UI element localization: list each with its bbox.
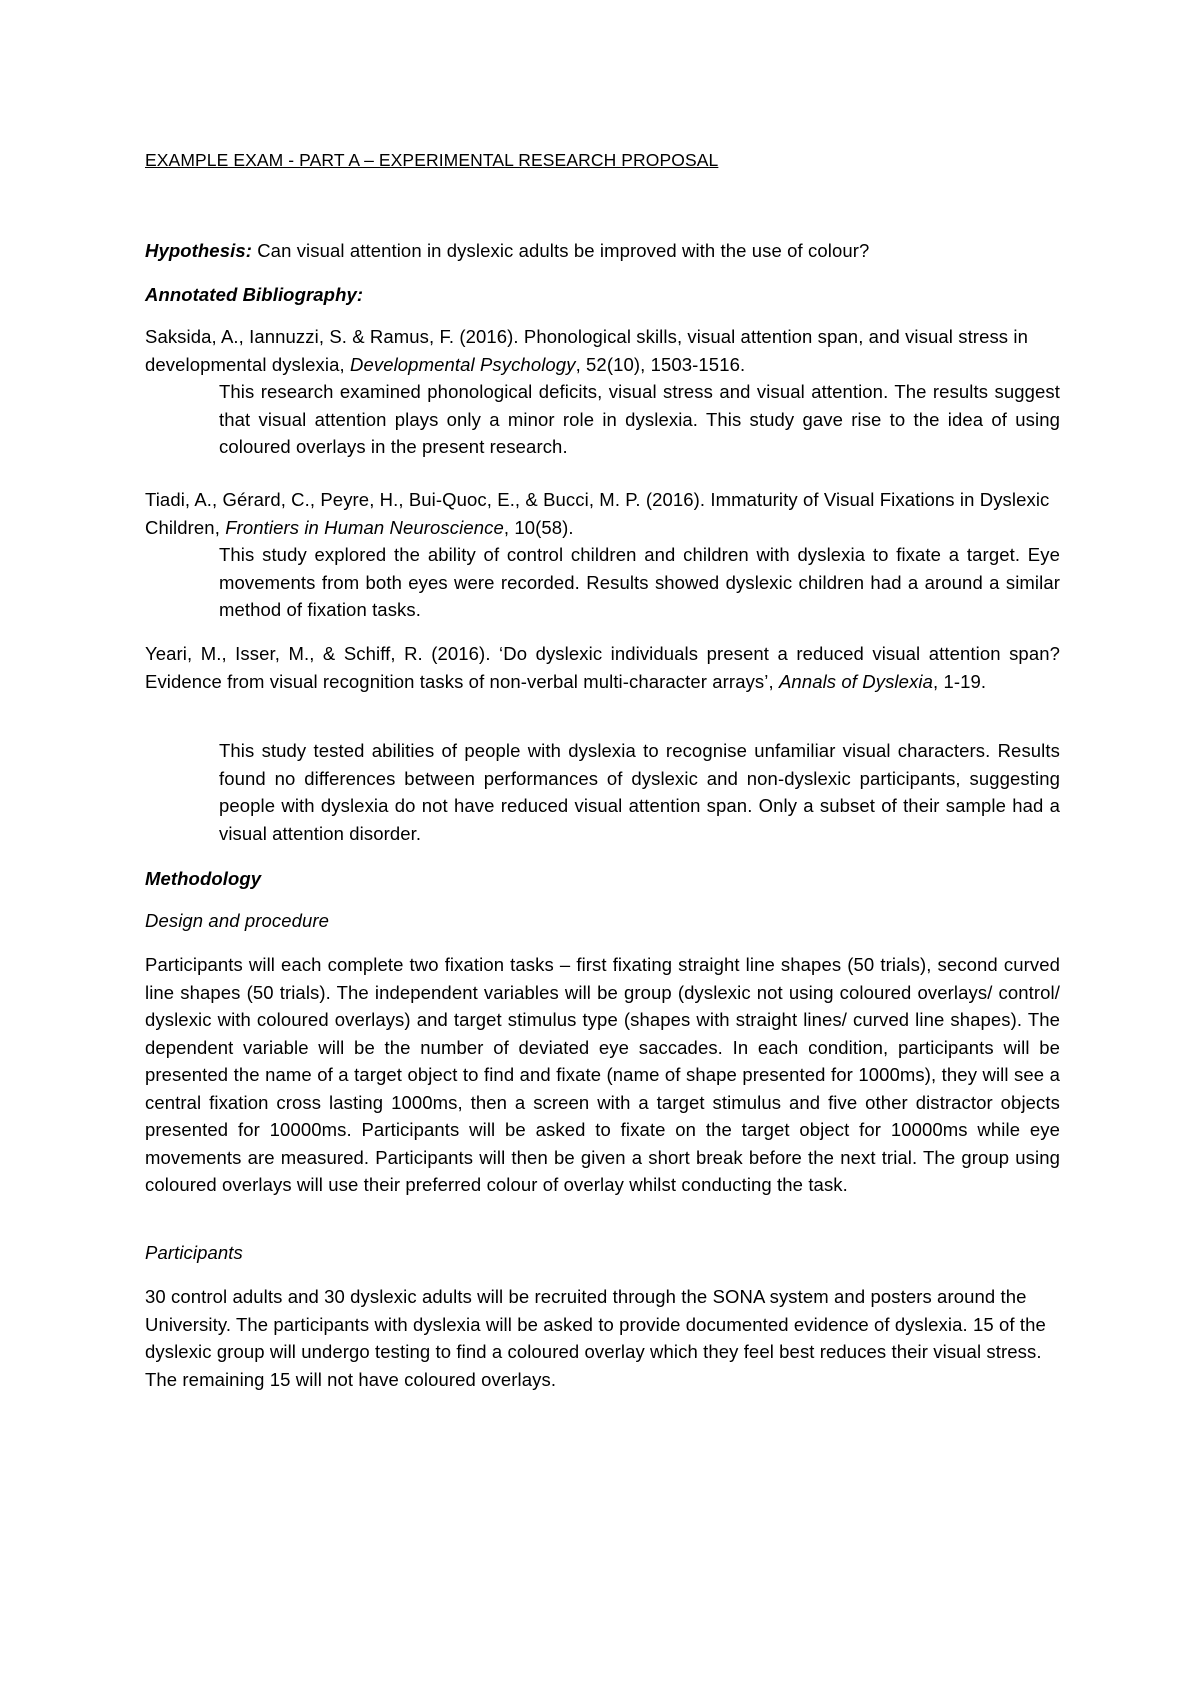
citation-authors-title: Tiadi, A., Gérard, C., Peyre, H., Bui-Quoc, E., & Bucci, M. P. (2016). Immaturity of Visual Fixations in Dyslexic Children, <box>145 489 1050 538</box>
citation-authors-title: Saksida, A., Iannuzzi, S. & Ramus, F. (2016). Phonological skills, visual attention span, and visual stress in developmental dyslexia, <box>145 326 1028 375</box>
citation-source: Frontiers in Human Neuroscience <box>225 516 504 538</box>
hypothesis-line <box>145 237 1060 265</box>
reference-annotation: This study explored the ability of control children and children with dyslexia to fixate a target. Eye movements from both eyes were recorded. Results showed dyslexic children had a around a similar method of fixation tasks. <box>219 544 1060 620</box>
citation-volume-pages: , 52(10), 1503-1516. <box>575 353 746 375</box>
citation-volume-pages: , 10(58). <box>503 516 574 538</box>
citation-authors-title: Yeari, M., Isser, M., & Schiff, R. (2016). ‘Do dyslexic individuals present a reduced visual attention span? Evidence from visual recognition tasks of non-verbal multi-character arrays’, <box>145 643 1060 692</box>
page-title: EXAMPLE EXAM - PART A – EXPERIMENTAL RESEARCH PROPOSAL <box>145 150 719 170</box>
methodology-heading: Methodology <box>145 868 262 889</box>
reference-citation <box>145 486 1060 541</box>
reference-citation <box>145 640 1060 695</box>
reference-citation <box>145 323 1060 378</box>
hypothesis-label: Hypothesis: <box>145 240 252 261</box>
citation-source: Developmental Psychology <box>350 353 576 375</box>
design-paragraph: Participants will each complete two fixation tasks – first fixating straight line shapes (50 trials), second curved line shapes (50 trials). The independent variables will be group (dyslexic not using coloured overlays/ control/ dyslexic with coloured overlays) and target stimulus type (shapes with straight lines/ curved line shapes). The dependent variable will be the number of deviated eye saccades. In each condition, participants will be presented the name of a target object to find and fixate (name of shape presented for 1000ms), they will see a central fixation cross lasting 1000ms, then a screen with a target stimulus and five other distractor objects presented for 10000ms. Participants will be asked to fixate on the target object for 10000ms while eye movements are measured. Participants will then be given a short break before the next trial. The group using coloured overlays will use their preferred colour of overlay whilst conducting the task. <box>145 954 1060 1195</box>
design-heading: Design and procedure <box>145 910 330 931</box>
hypothesis-text: Can visual attention in dyslexic adults be improved with the use of colour? <box>251 240 870 261</box>
reference-annotation: This research examined phonological deficits, visual stress and visual attention. The results suggest that visual attention plays only a minor role in dyslexia. This study gave rise to the idea of using coloured overlays in the present research. <box>219 381 1060 457</box>
participants-heading: Participants <box>145 1242 243 1263</box>
citation-volume-pages: , 1-19. <box>932 670 987 692</box>
reference-annotation: This study tested abilities of people with dyslexia to recognise unfamiliar visual characters. Results found no differences between performances of dyslexic and non-dyslexic participants, suggesting people with dyslexia do not have reduced visual attention span. Only a subset of their sample had a visual attention disorder. <box>219 740 1060 844</box>
participants-paragraph: 30 control adults and 30 dyslexic adults will be recruited through the SONA system and posters around the University. The participants with dyslexia will be asked to provide documented evidence of dyslexia. 15 of the dyslexic group will undergo testing to find a coloured overlay which they feel best reduces their visual stress. The remaining 15 will not have coloured overlays. <box>145 1286 1046 1390</box>
citation-source: Annals of Dyslexia <box>778 670 933 692</box>
bibliography-heading: Annotated Bibliography: <box>145 284 364 305</box>
